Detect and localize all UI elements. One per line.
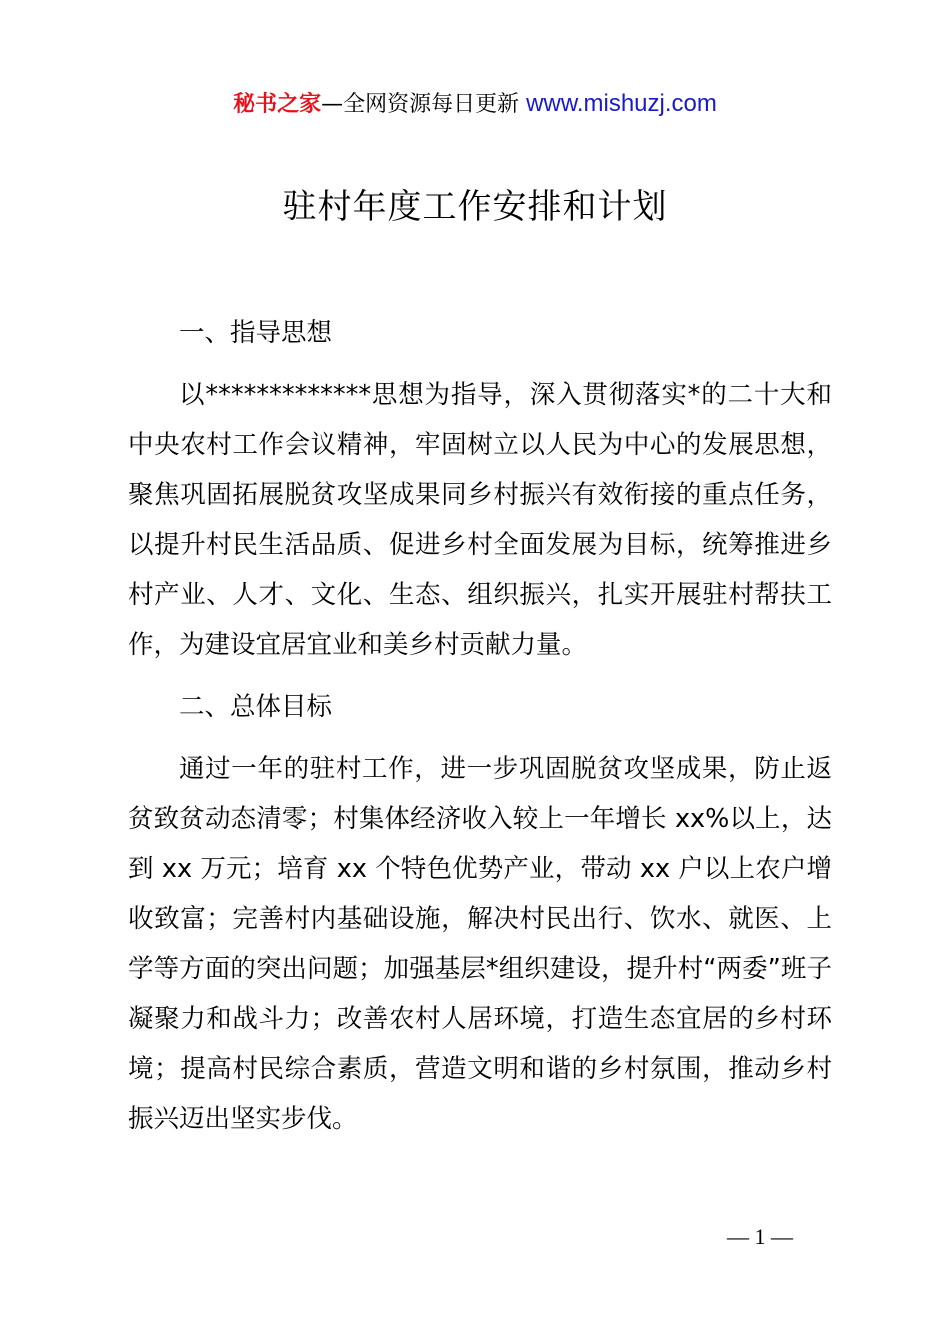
section-heading: 一、指导思想 xyxy=(179,318,333,348)
section-paragraph: 通过一年的驻村工作，进一步巩固脱贫攻坚成果，防止返贫致贫动态清零；村集体经济收入较上一年增长 xx%以上，达到 xx 万元；培育 xx 个特色优势产业，带动 xx 户以上农户增收致富；完善村内基础设施，解决村民出行、饮水、就医、上学等方面的突出问题；加强基层*组织建设，提升村“两委”班子凝聚力和战斗力；改善农村人居环境，打造生态宜居的乡村环境；提高村民综合素质，营造文明和谐的乡村氛围，推动乡村振兴迈出坚实步伐。 xyxy=(128,754,832,1134)
section-heading: 二、总体目标 xyxy=(179,692,333,722)
document-title: 驻村年度工作安排和计划 xyxy=(282,187,668,227)
section-overall-goals xyxy=(128,682,832,1144)
section-guiding-ideology xyxy=(128,308,832,670)
brand-name: 秘书之家 xyxy=(233,92,322,117)
page-number: — 1 — xyxy=(727,1224,793,1249)
document-body xyxy=(128,308,832,1156)
site-url-link[interactable]: www.mishuzj.com xyxy=(526,90,717,117)
site-header xyxy=(0,86,950,123)
tagline: —全网资源每日更新 xyxy=(321,92,520,117)
section-paragraph: 以*************思想为指导，深入贯彻落实*的二十大和中央农村工作会议精神，牢固树立以人民为中心的发展思想，聚焦巩固拓展脱贫攻坚成果同乡村振兴有效衔接的重点任务，以提升村民生活品质、促进乡村全面发展为目标，统筹推进乡村产业、人才、文化、生态、组织振兴，扎实开展驻村帮扶工作，为建设宜居宜业和美乡村贡献力量。 xyxy=(128,380,832,660)
